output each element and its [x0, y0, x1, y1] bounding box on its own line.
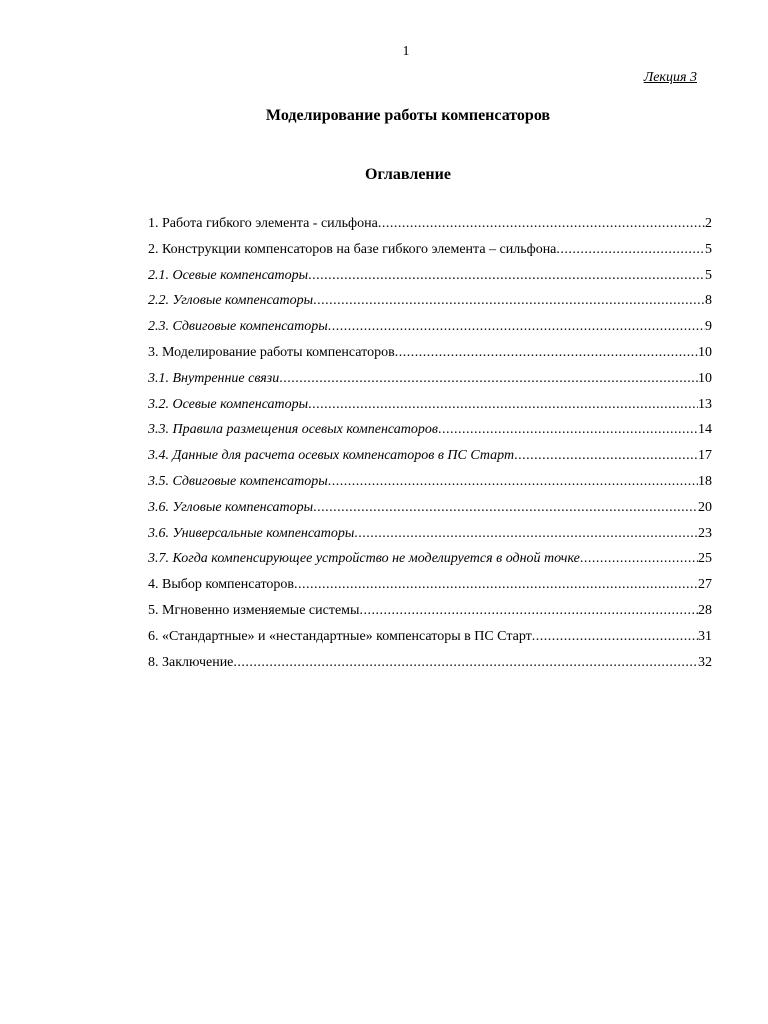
toc-entry-page: 10: [698, 344, 712, 360]
lecture-label: Лекция 3: [643, 70, 697, 85]
toc-entry-page: 2: [705, 216, 712, 231]
toc-dot-leader: [328, 473, 698, 491]
toc-entry-text: 5. Мгновенно изменяемые системы: [148, 602, 360, 618]
toc-entry-page: 28: [698, 602, 712, 618]
toc-entry-page: 32: [698, 654, 712, 670]
toc-dot-leader: [556, 241, 705, 259]
toc-entry[interactable]: [148, 473, 712, 499]
toc-entry[interactable]: [148, 215, 712, 241]
toc-entry-page: 14: [698, 422, 712, 438]
toc-entry[interactable]: [148, 370, 712, 396]
toc-entry-text: 3.7. Когда компенсирующее устройство не моделируется в одной точке: [148, 551, 580, 567]
toc-dot-leader: [354, 525, 698, 543]
toc-entry-text: 2. Конструкции компенсаторов на базе гибкого элемента – сильфона: [148, 241, 557, 257]
toc-entry[interactable]: [148, 654, 712, 680]
toc-entry-text: 3.2. Осевые компенсаторы: [148, 396, 309, 412]
toc-entry[interactable]: [148, 318, 712, 344]
toc-entry-text: 8. Заключение: [148, 654, 234, 670]
toc-entry-text: 1. Работа гибкого элемента - сильфона: [148, 216, 378, 231]
toc-dot-leader: [378, 215, 705, 233]
toc-entry-text: 2.1. Осевые компенсаторы: [148, 267, 309, 283]
toc-entry-page: 31: [698, 628, 712, 644]
toc-entry-page: 5: [705, 267, 712, 283]
toc-entry-text: 4. Выбор компенсаторов: [148, 577, 295, 593]
toc-entry[interactable]: [148, 292, 712, 318]
toc-entry-text: 2.3. Сдвиговые компенсаторы: [148, 319, 328, 335]
toc-entry-text: 3.3. Правила размещения осевых компенсаторов: [148, 422, 438, 438]
toc-entry[interactable]: [148, 499, 712, 525]
toc-entry[interactable]: [148, 525, 712, 551]
toc-entry-text: 6. «Стандартные» и «нестандартные» компенсаторы в ПС Старт: [148, 628, 532, 644]
toc-dot-leader: [532, 628, 698, 646]
toc-dot-leader: [313, 499, 698, 517]
toc-dot-leader: [328, 318, 705, 336]
toc-dot-leader: [580, 550, 698, 568]
toc-entry[interactable]: [148, 628, 712, 654]
toc-entry[interactable]: [148, 396, 712, 422]
table-of-contents: [148, 215, 712, 679]
toc-entry-page: 10: [698, 370, 712, 386]
toc-dot-leader: [308, 396, 698, 414]
toc-entry[interactable]: [148, 344, 712, 370]
toc-dot-leader: [514, 447, 698, 465]
toc-entry-page: 27: [698, 577, 712, 593]
toc-entry-page: 23: [698, 525, 712, 541]
toc-entry-text: 3.6. Универсальные компенсаторы: [148, 525, 355, 541]
toc-dot-leader: [313, 292, 705, 310]
toc-entry-text: 3. Моделирование работы компенсаторов: [148, 344, 395, 360]
toc-dot-leader: [279, 370, 698, 388]
toc-entry[interactable]: [148, 602, 712, 628]
document-title: Моделирование работы компенсаторов: [265, 107, 551, 124]
toc-entry[interactable]: [148, 241, 712, 267]
toc-entry-page: 13: [698, 396, 712, 412]
toc-entry[interactable]: [148, 267, 712, 293]
toc-entry-text: 2.2. Угловые компенсаторы: [148, 293, 314, 309]
toc-dot-leader: [438, 421, 698, 439]
page-number: 1: [402, 44, 410, 59]
toc-dot-leader: [233, 654, 698, 672]
toc-dot-leader: [395, 344, 698, 362]
toc-entry-page: 8: [705, 293, 712, 309]
toc-entry[interactable]: [148, 447, 712, 473]
toc-entry[interactable]: [148, 550, 712, 576]
toc-entry[interactable]: [148, 421, 712, 447]
toc-dot-leader: [294, 576, 698, 594]
toc-entry-text: 3.5. Сдвиговые компенсаторы: [148, 473, 328, 489]
toc-entry-text: 3.1. Внутренние связи: [148, 370, 280, 386]
toc-entry-page: 20: [698, 499, 712, 515]
toc-entry-text: 3.6. Угловые компенсаторы: [148, 499, 314, 515]
toc-entry-page: 17: [698, 448, 712, 464]
toc-entry[interactable]: [148, 576, 712, 602]
toc-entry-page: 5: [705, 241, 712, 257]
toc-entry-page: 18: [698, 473, 712, 489]
toc-dot-leader: [308, 267, 705, 285]
toc-entry-page: 25: [698, 551, 712, 567]
toc-heading: Оглавление: [365, 166, 451, 183]
toc-dot-leader: [359, 602, 698, 620]
toc-entry-page: 9: [705, 319, 712, 335]
toc-entry-text: 3.4. Данные для расчета осевых компенсаторов в ПС Старт: [148, 448, 515, 464]
